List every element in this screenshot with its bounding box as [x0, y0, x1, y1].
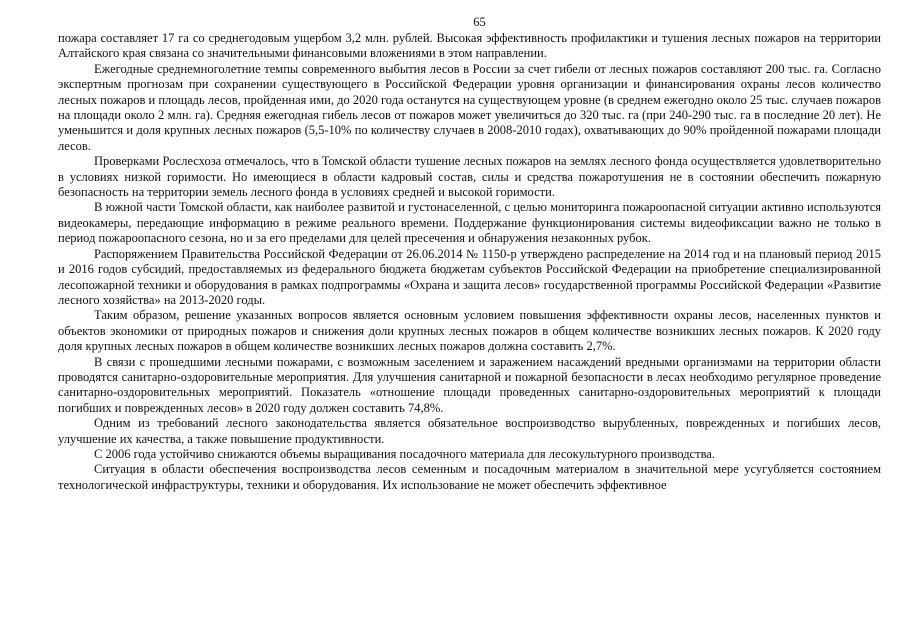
paragraph: В южной части Томской области, как наиболее развитой и густонаселенной, с целью мониторинга пожароопасной ситуации активно используются видеокамеры, передающие информацию в режиме реального времени. Поддержание функционирования системы видеофиксации важно не только в период пожароопасного сезона, но и за его пределами для целей пресечения и обнаружения незаконных рубок. [58, 200, 881, 246]
paragraph: В связи с прошедшими лесными пожарами, с возможным заселением и заражением насаждений вредными организмами на территории области проводятся санитарно-оздоровительные мероприятия. Для улучшения санитарной и пожарной безопасности в лесах необходимо регулярное проведение санитарно-оздоровительных мероприятий. Показатель «отношение площади проведенных санитарно-оздоровительных мероприятий к площади погибших и поврежденных лесов» в 2020 году должен составить 74,8%. [58, 354, 881, 415]
paragraph: Одним из требований лесного законодательства является обязательное воспроизводство вырубленных, поврежденных и погибших лесов, улучшение их качества, а также повышение продуктивности. [58, 416, 881, 446]
document-body [58, 31, 881, 493]
paragraph: Таким образом, решение указанных вопросов является основным условием повышения эффективности охраны лесов, населенных пунктов и объектов экономики от природных пожаров и снижения доли крупных лесных пожаров в общем количестве возникших лесных пожаров. К 2020 году доля крупных лесных пожаров в общем количестве возникших лесных пожаров должна составить 2,7%. [58, 308, 881, 354]
paragraph-continued: пожара составляет 17 га со среднегодовым ущербом 3,2 млн. рублей. Высокая эффективность профилактики и тушения лесных пожаров на территории Алтайского края связана со значительными финансовыми вложениями в этом направлении. [58, 31, 881, 61]
paragraph: С 2006 года устойчиво снижаются объемы выращивания посадочного материала для лесокультурного производства. [94, 446, 715, 461]
paragraph: Ситуация в области обеспечения воспроизводства лесов семенным и посадочным материалом в значительной мере усугубляется состоянием технологической инфраструктуры, техники и оборудования. Их использование не может обеспечить эффективное [58, 462, 881, 492]
paragraph: Проверками Рослесхоза отмечалось, что в Томской области тушение лесных пожаров на землях лесного фонда осуществляется удовлетворительно в условиях низкой горимости. Но имеющиеся в области кадровый состав, силы и средства пожаротушения не в состоянии обеспечить пожарную безопасность на территории земель лесного фонда в условиях средней и высокой горимости. [58, 154, 881, 200]
page-number: 65 [473, 15, 486, 29]
paragraph: Ежегодные среднемноголетние темпы современного выбытия лесов в России за счет гибели от лесных пожаров составляют 200 тыс. га. Согласно экспертным прогнозам при сохранении существующего в Российской Федерации уровня организации и финансирования охраны лесов количество лесных пожаров и площадь лесов, пройденная ими, до 2020 года останутся на существующем уровне (в среднем ежегодно около 25 тыс. случаев пожаров на площади около 2 млн. га). Средняя ежегодная гибель лесов от пожаров может увеличиться до 320 тыс. га (при 240-290 тыс. га в последние 20 лет). Не уменьшится и доля крупных лесных пожаров (5,5-10% по количеству случаев в 2008-2010 годах), охватывающих до 90% пройденной пожарами площади лесов. [58, 61, 881, 153]
paragraph: Распоряжением Правительства Российской Федерации от 26.06.2014 № 1150-р утверждено распределение на 2014 год и на плановый период 2015 и 2016 годов субсидий, предоставляемых из федерального бюджета бюджетам субъектов Российской Федерации на приобретение специализированной лесопожарной техники и оборудования в рамках подпрограммы «Охрана и защита лесов» государственной программы Российской Федерации «Развитие лесного хозяйства» на 2013-2020 годы. [58, 246, 881, 307]
